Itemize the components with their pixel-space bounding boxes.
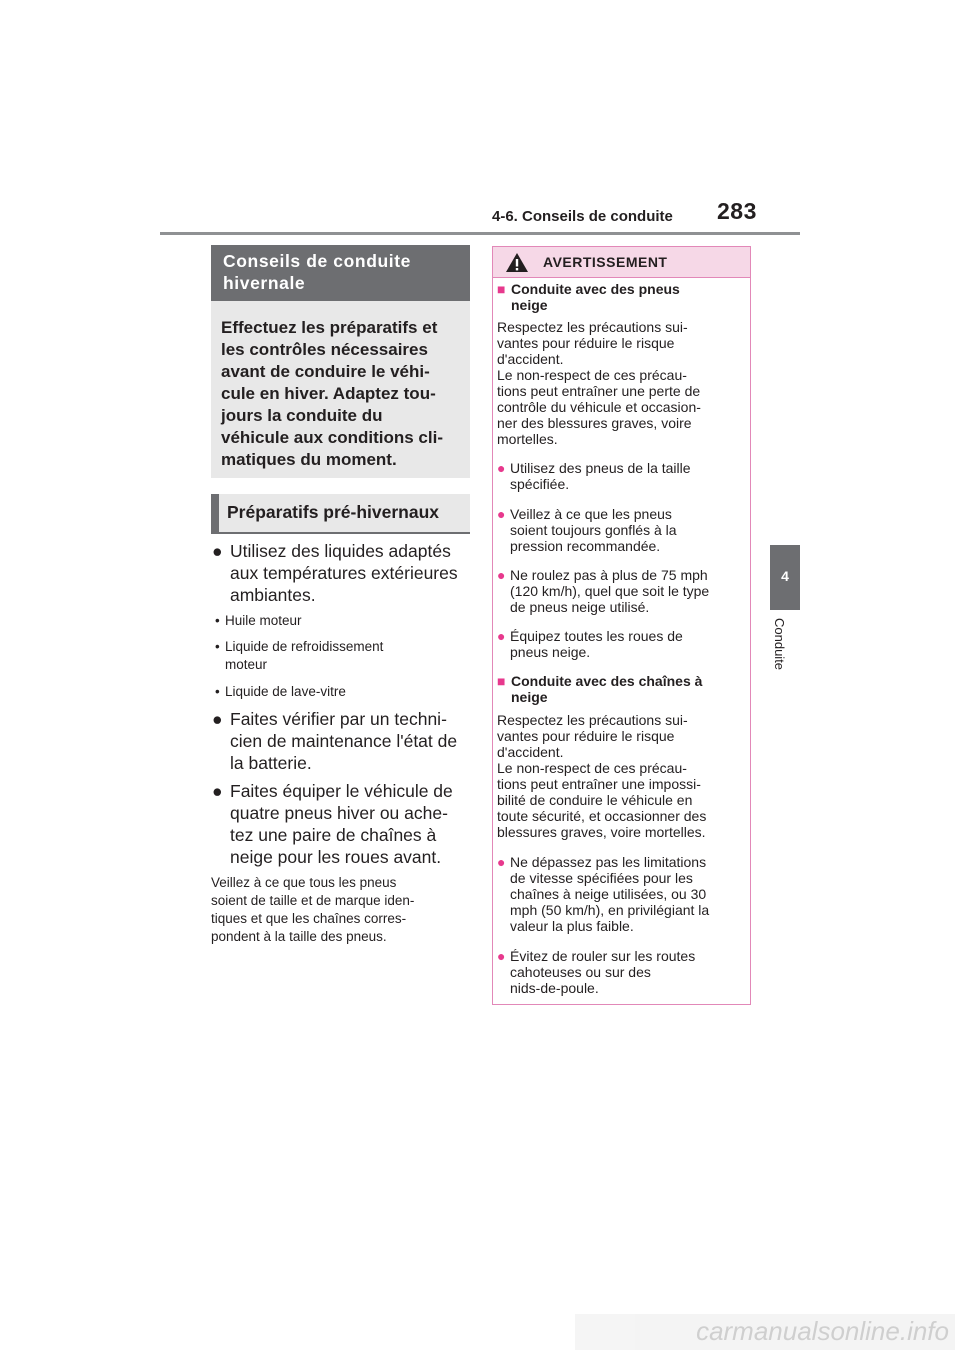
sub-bullet-dot-icon: • — [215, 613, 220, 628]
warning-paragraph: Respectez les précautions sui- vantes pour réduire le risque d'accident. Le non-respect de ces précau- tions peut entraîner une perte de contrôle du véhicule et occasion- ner des blessures graves, voire mortelles. — [497, 319, 701, 447]
bullet-item — [212, 780, 470, 868]
warning-bullet — [497, 567, 747, 615]
bullet-dot-icon: ● — [212, 541, 223, 561]
warning-bullet — [497, 948, 747, 996]
bullet-dot-icon: ● — [212, 781, 223, 801]
section-heading: Conseils de conduite hivernale — [211, 245, 470, 301]
bullet-text: Faites équiper le véhicule de quatre pneus hiver ou ache- tez une paire de chaînes à neige pour les roues avant. — [230, 781, 453, 867]
warning-paragraph: Respectez les précautions sui- vantes pour réduire le risque d'accident. Le non-respect de ces précau- tions peut entraîner une impossi- bilité de conduire le véhicule en toute sécurité, et occasionner des blessures graves, voire mortelles. — [497, 712, 707, 840]
bullet-dot-icon: ● — [212, 709, 223, 729]
warning-subheading — [497, 281, 747, 313]
bullet-item — [212, 540, 470, 606]
bullet-text: Faites vérifier par un techni- cien de maintenance l'état de la batterie. — [230, 709, 458, 773]
subheading-preparations: Préparatifs pré-hivernaux — [211, 494, 470, 532]
warning-bullet-dot-icon: ● — [497, 506, 506, 522]
warning-bullet-dot-icon: ● — [497, 567, 506, 583]
warning-bullet-dot-icon: ● — [497, 854, 506, 870]
chapter-tab-label-wrap — [772, 618, 798, 698]
sub-bullet-text: Liquide de lave-vitre — [225, 684, 346, 699]
warning-bullet — [497, 854, 747, 934]
sub-bullet-dot-icon: • — [215, 684, 220, 699]
warning-bullet-dot-icon: ● — [497, 628, 506, 644]
warning-bullet — [497, 506, 747, 554]
square-bullet-icon: ■ — [497, 281, 506, 297]
sub-bullet-item — [215, 612, 470, 630]
chapter-tab-number: 4 — [781, 568, 789, 584]
bullet-item — [212, 708, 470, 774]
square-bullet-icon: ■ — [497, 673, 506, 689]
subheading-underline — [211, 532, 470, 534]
sub-bullet-item — [215, 638, 470, 674]
warning-bullet-text: Ne dépassez pas les limitations de vitesse spécifiées pour les chaînes à neige utilisées, ou 30 mph (50 km/h), en privilégiant la valeur la plus faible. — [510, 854, 710, 934]
warning-bullet — [497, 628, 747, 660]
warning-bullet-dot-icon: ● — [497, 460, 506, 476]
section-title: 4-6. Conseils de conduite — [492, 208, 673, 225]
warning-bullet-text: Équipez toutes les roues de pneus neige. — [510, 628, 683, 660]
sub-bullet-text: Liquide de refroidissement moteur — [225, 639, 384, 672]
warning-subheading-text: Conduite avec des pneus neige — [511, 281, 680, 313]
warning-title: AVERTISSEMENT — [543, 254, 668, 270]
watermark-text: carmanualsonline.info — [696, 1316, 949, 1346]
sub-bullet-item — [215, 683, 470, 701]
sub-bullet-dot-icon: • — [215, 639, 220, 654]
warning-bullet-text: Utilisez des pneus de la taille spécifiée. — [510, 460, 691, 492]
intro-text: Effectuez les préparatifs et les contrôles nécessaires avant de conduire le véhi- cule en hiver. Adaptez tou- jours la conduite du véhicule aux conditions cli- matiques du moment. — [211, 301, 470, 478]
warning-bullet-text: Ne roulez pas à plus de 75 mph (120 km/h), quel que soit le type de pneus neige utilisé. — [510, 567, 710, 615]
warning-bullet-text: Évitez de rouler sur les routes cahoteuses ou sur des nids-de-poule. — [510, 948, 696, 996]
warning-triangle-icon — [505, 252, 529, 273]
chapter-tab-label: Conduite — [772, 618, 787, 671]
page-number: 283 — [717, 198, 757, 224]
warning-bullet-dot-icon: ● — [497, 948, 506, 964]
warning-bullet-text: Veillez à ce que les pneus soient toujours gonflés à la pression recommandée. — [510, 506, 677, 554]
watermark — [575, 1314, 955, 1350]
warning-subheading-text: Conduite avec des chaînes à neige — [511, 673, 703, 705]
header-divider — [160, 232, 800, 235]
note-text: Veillez à ce que tous les pneus soient de taille et de marque iden- tiques et que les chaînes corres- pondent à la taille des pneus. — [211, 875, 415, 944]
warning-bullet — [497, 460, 747, 492]
warning-subheading — [497, 673, 747, 705]
bullet-text: Utilisez des liquides adaptés aux températures extérieures ambiantes. — [230, 541, 458, 605]
sub-bullet-text: Huile moteur — [225, 613, 302, 628]
